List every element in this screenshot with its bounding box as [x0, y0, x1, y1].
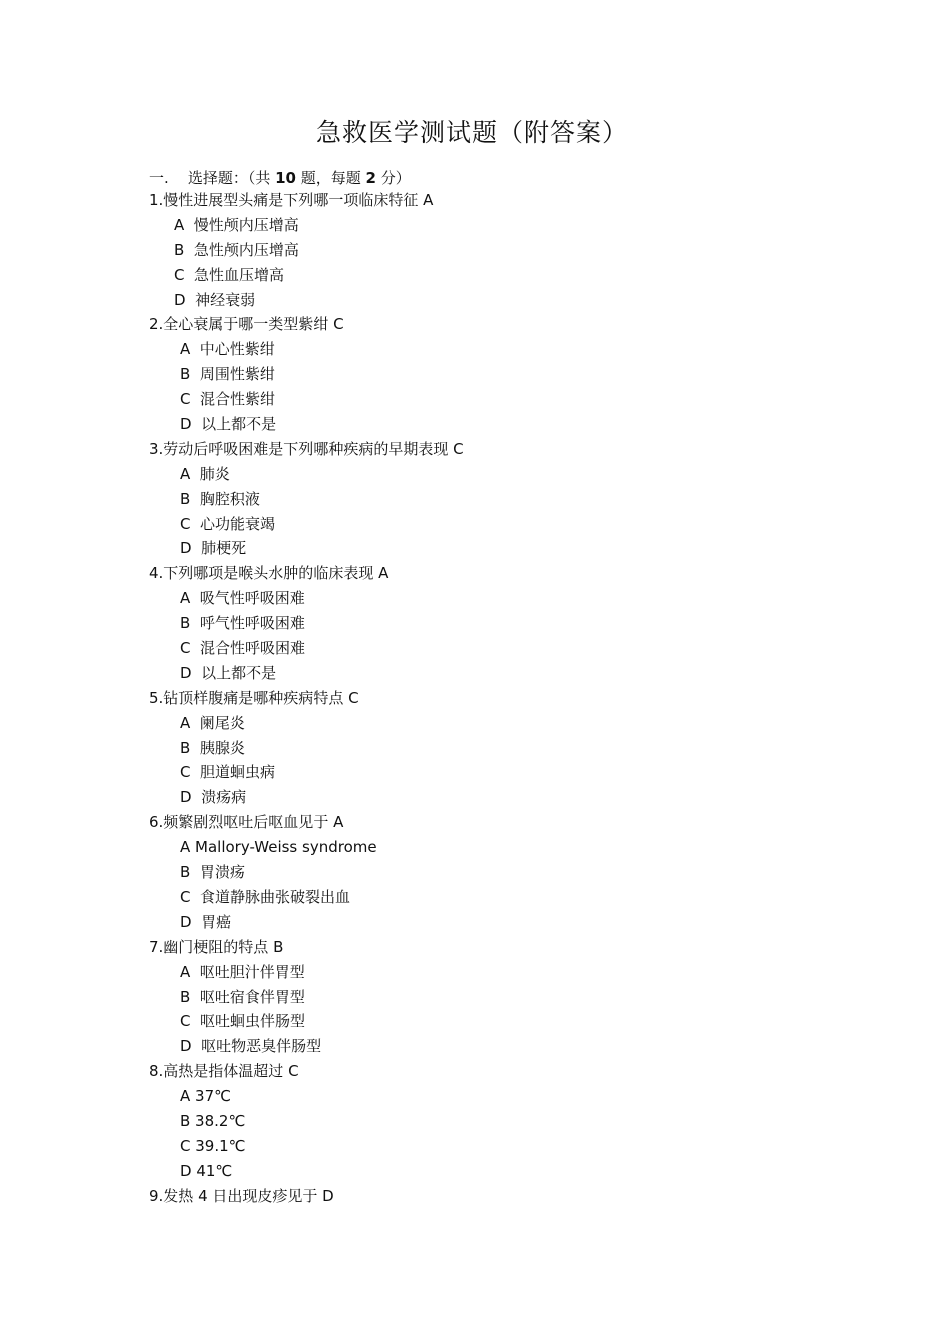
answer-option: A 慢性颅内压增高 — [174, 215, 299, 234]
answer-option: A 中心性紫绀 — [180, 340, 275, 359]
question-stem: 8.高热是指体温超过 C — [149, 1062, 299, 1081]
answer-option: C 心功能衰竭 — [180, 514, 276, 533]
question-stem: 5.钻顶样腹痛是哪种疾病特点 C — [149, 688, 359, 707]
answer-option: D 溃疡病 — [180, 788, 247, 807]
section-suffix: 分） — [375, 169, 411, 187]
section-prefix: 一. 选择题：（共 — [149, 169, 276, 187]
question-count: 10 — [275, 169, 296, 187]
question-stem: 7.幽门梗阻的特点 B — [149, 937, 284, 956]
answer-option: D 以上都不是 — [180, 415, 277, 434]
answer-option: B 急性颅内压增高 — [174, 240, 299, 259]
question-stem: 3.劳动后呼吸困难是下列哪种疾病的早期表现 C — [149, 439, 464, 458]
answer-option: C 混合性呼吸困难 — [180, 639, 306, 658]
answer-option: A 吸气性呼吸困难 — [180, 589, 305, 608]
answer-option: C 呕吐蛔虫伴肠型 — [180, 1012, 306, 1031]
answer-option: A 阑尾炎 — [180, 713, 245, 732]
section-middle: 题，每题 — [295, 169, 366, 187]
document-title: 急救医学测试题（附答案） — [315, 118, 628, 147]
answer-option: C 混合性紫绀 — [180, 390, 276, 409]
answer-option: D 肺梗死 — [180, 539, 247, 558]
question-stem: 6.频繁剧烈呕吐后呕血见于 A — [149, 813, 344, 832]
answer-option: D 以上都不是 — [180, 663, 277, 682]
answer-option: C 急性血压增高 — [174, 265, 285, 284]
question-stem: 9.发热 4 日出现皮疹见于 D — [149, 1186, 334, 1205]
answer-option: A Mallory-Weiss syndrome — [180, 838, 377, 857]
answer-option: C 39.1℃ — [180, 1136, 246, 1155]
answer-option: D 神经衰弱 — [174, 290, 256, 309]
answer-option: B 胰腺炎 — [180, 738, 245, 757]
answer-option: C 食道静脉曲张破裂出血 — [180, 887, 351, 906]
answer-option: B 周围性紫绀 — [180, 365, 275, 384]
answer-option: D 胃癌 — [180, 912, 232, 931]
answer-option: B 胃溃疡 — [180, 863, 245, 882]
answer-option: B 呕吐宿食伴胃型 — [180, 987, 305, 1006]
question-stem: 4.下列哪项是喉头水肿的临床表现 A — [149, 564, 389, 583]
answer-option: C 胆道蛔虫病 — [180, 763, 276, 782]
answer-option: A 肺炎 — [180, 464, 230, 483]
points-per-question: 2 — [365, 169, 376, 187]
answer-option: A 37℃ — [180, 1087, 231, 1106]
section-heading — [149, 166, 411, 190]
answer-option: B 38.2℃ — [180, 1111, 246, 1130]
question-stem: 2.全心衰属于哪一类型紫绀 C — [149, 315, 344, 334]
answer-option: D 呕吐物恶臭伴肠型 — [180, 1037, 322, 1056]
answer-option: B 呼气性呼吸困难 — [180, 614, 305, 633]
answer-option: A 呕吐胆汁伴胃型 — [180, 962, 305, 981]
question-stem: 1.慢性进展型头痛是下列哪一项临床特征 A — [149, 191, 434, 209]
answer-option: D 41℃ — [180, 1161, 233, 1180]
question-list — [149, 188, 849, 1209]
answer-option: B 胸腔积液 — [180, 489, 260, 508]
